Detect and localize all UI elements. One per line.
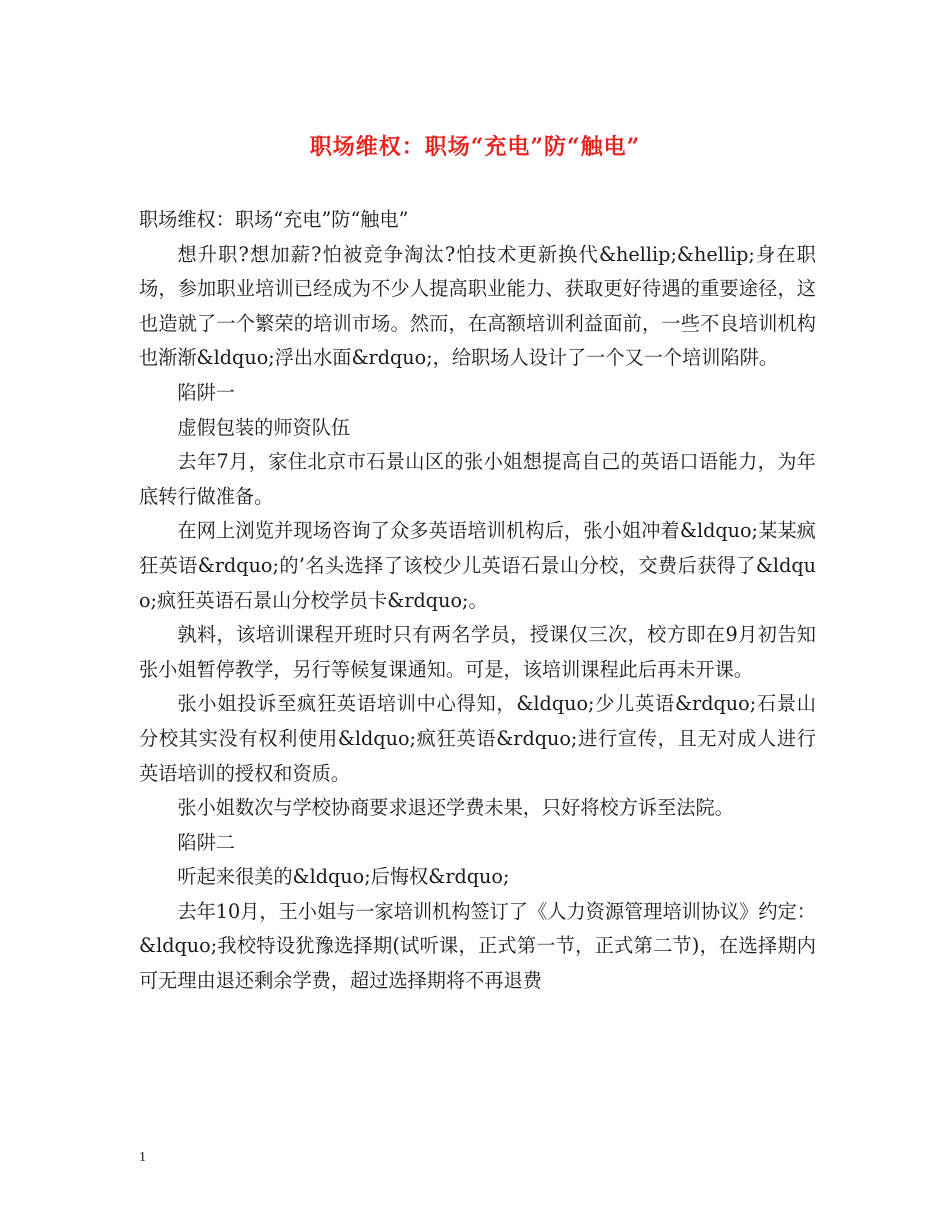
document-title: 职场维权：职场“充电”防“触电” <box>309 134 641 160</box>
section-heading: 陷阱二 <box>177 830 235 854</box>
section-subheading: 听起来很美的&ldquo;后悔权&rdquo; <box>177 865 510 889</box>
paragraph: 想升职?想加薪?怕被竞争淘汰?怕技术更新换代&hellip;&hellip;身在职场，参加职业培训已经成为不少人提高职业能力、获取更好待遇的重要途径，这也造就了一个繁荣的培训市场。然而，在高额培训利益面前，一些不良培训机构也渐渐&ldquo;浮出水面&rdquo;，给职场人设计了一个又一个培训陷阱。 <box>139 242 816 370</box>
paragraph: 去年7月，家住北京市石景山区的张小姐想提高自己的英语口语能力，为年底转行做准备。 <box>139 450 816 508</box>
section-subheading: 虚假包装的师资队伍 <box>177 415 351 439</box>
paragraph: 张小姐数次与学校协商要求退还学费未果，只好将校方诉至法院。 <box>177 796 734 820</box>
paragraph: 孰料，该培训课程开班时只有两名学员，授课仅三次，校方即在9月初告知张小姐暂停教学，另行等候复课通知。可是，该培训课程此后再未开课。 <box>139 623 816 681</box>
page-number: 1 <box>139 1150 146 1165</box>
document-body <box>139 203 816 999</box>
paragraph: 去年10月，王小姐与一家培训机构签订了《人力资源管理培训协议》约定：&ldquo;我校特设犹豫选择期(试听课，正式第一节，正式第二节)，在选择期内可无理由退还剩余学费，超过选择期将不再退费 <box>139 899 816 993</box>
paragraph: 在网上浏览并现场咨询了众多英语培训机构后，张小姐冲着&ldquo;某某疯狂英语&rdquo;的’名头选择了该校少儿英语石景山分校，交费后获得了&ldquo;疯狂英语石景山分校学员卡&rdquo;。 <box>139 519 816 612</box>
body-heading: 职场维权：职场“充电”防“触电” <box>139 208 409 231</box>
section-heading: 陷阱一 <box>177 380 235 404</box>
paragraph: 张小姐投诉至疯狂英语培训中心得知，&ldquo;少儿英语&rdquo;石景山分校其实没有权利使用&ldquo;疯狂英语&rdquo;进行宣传，且无对成人进行英语培训的授权和资质。 <box>139 692 816 785</box>
